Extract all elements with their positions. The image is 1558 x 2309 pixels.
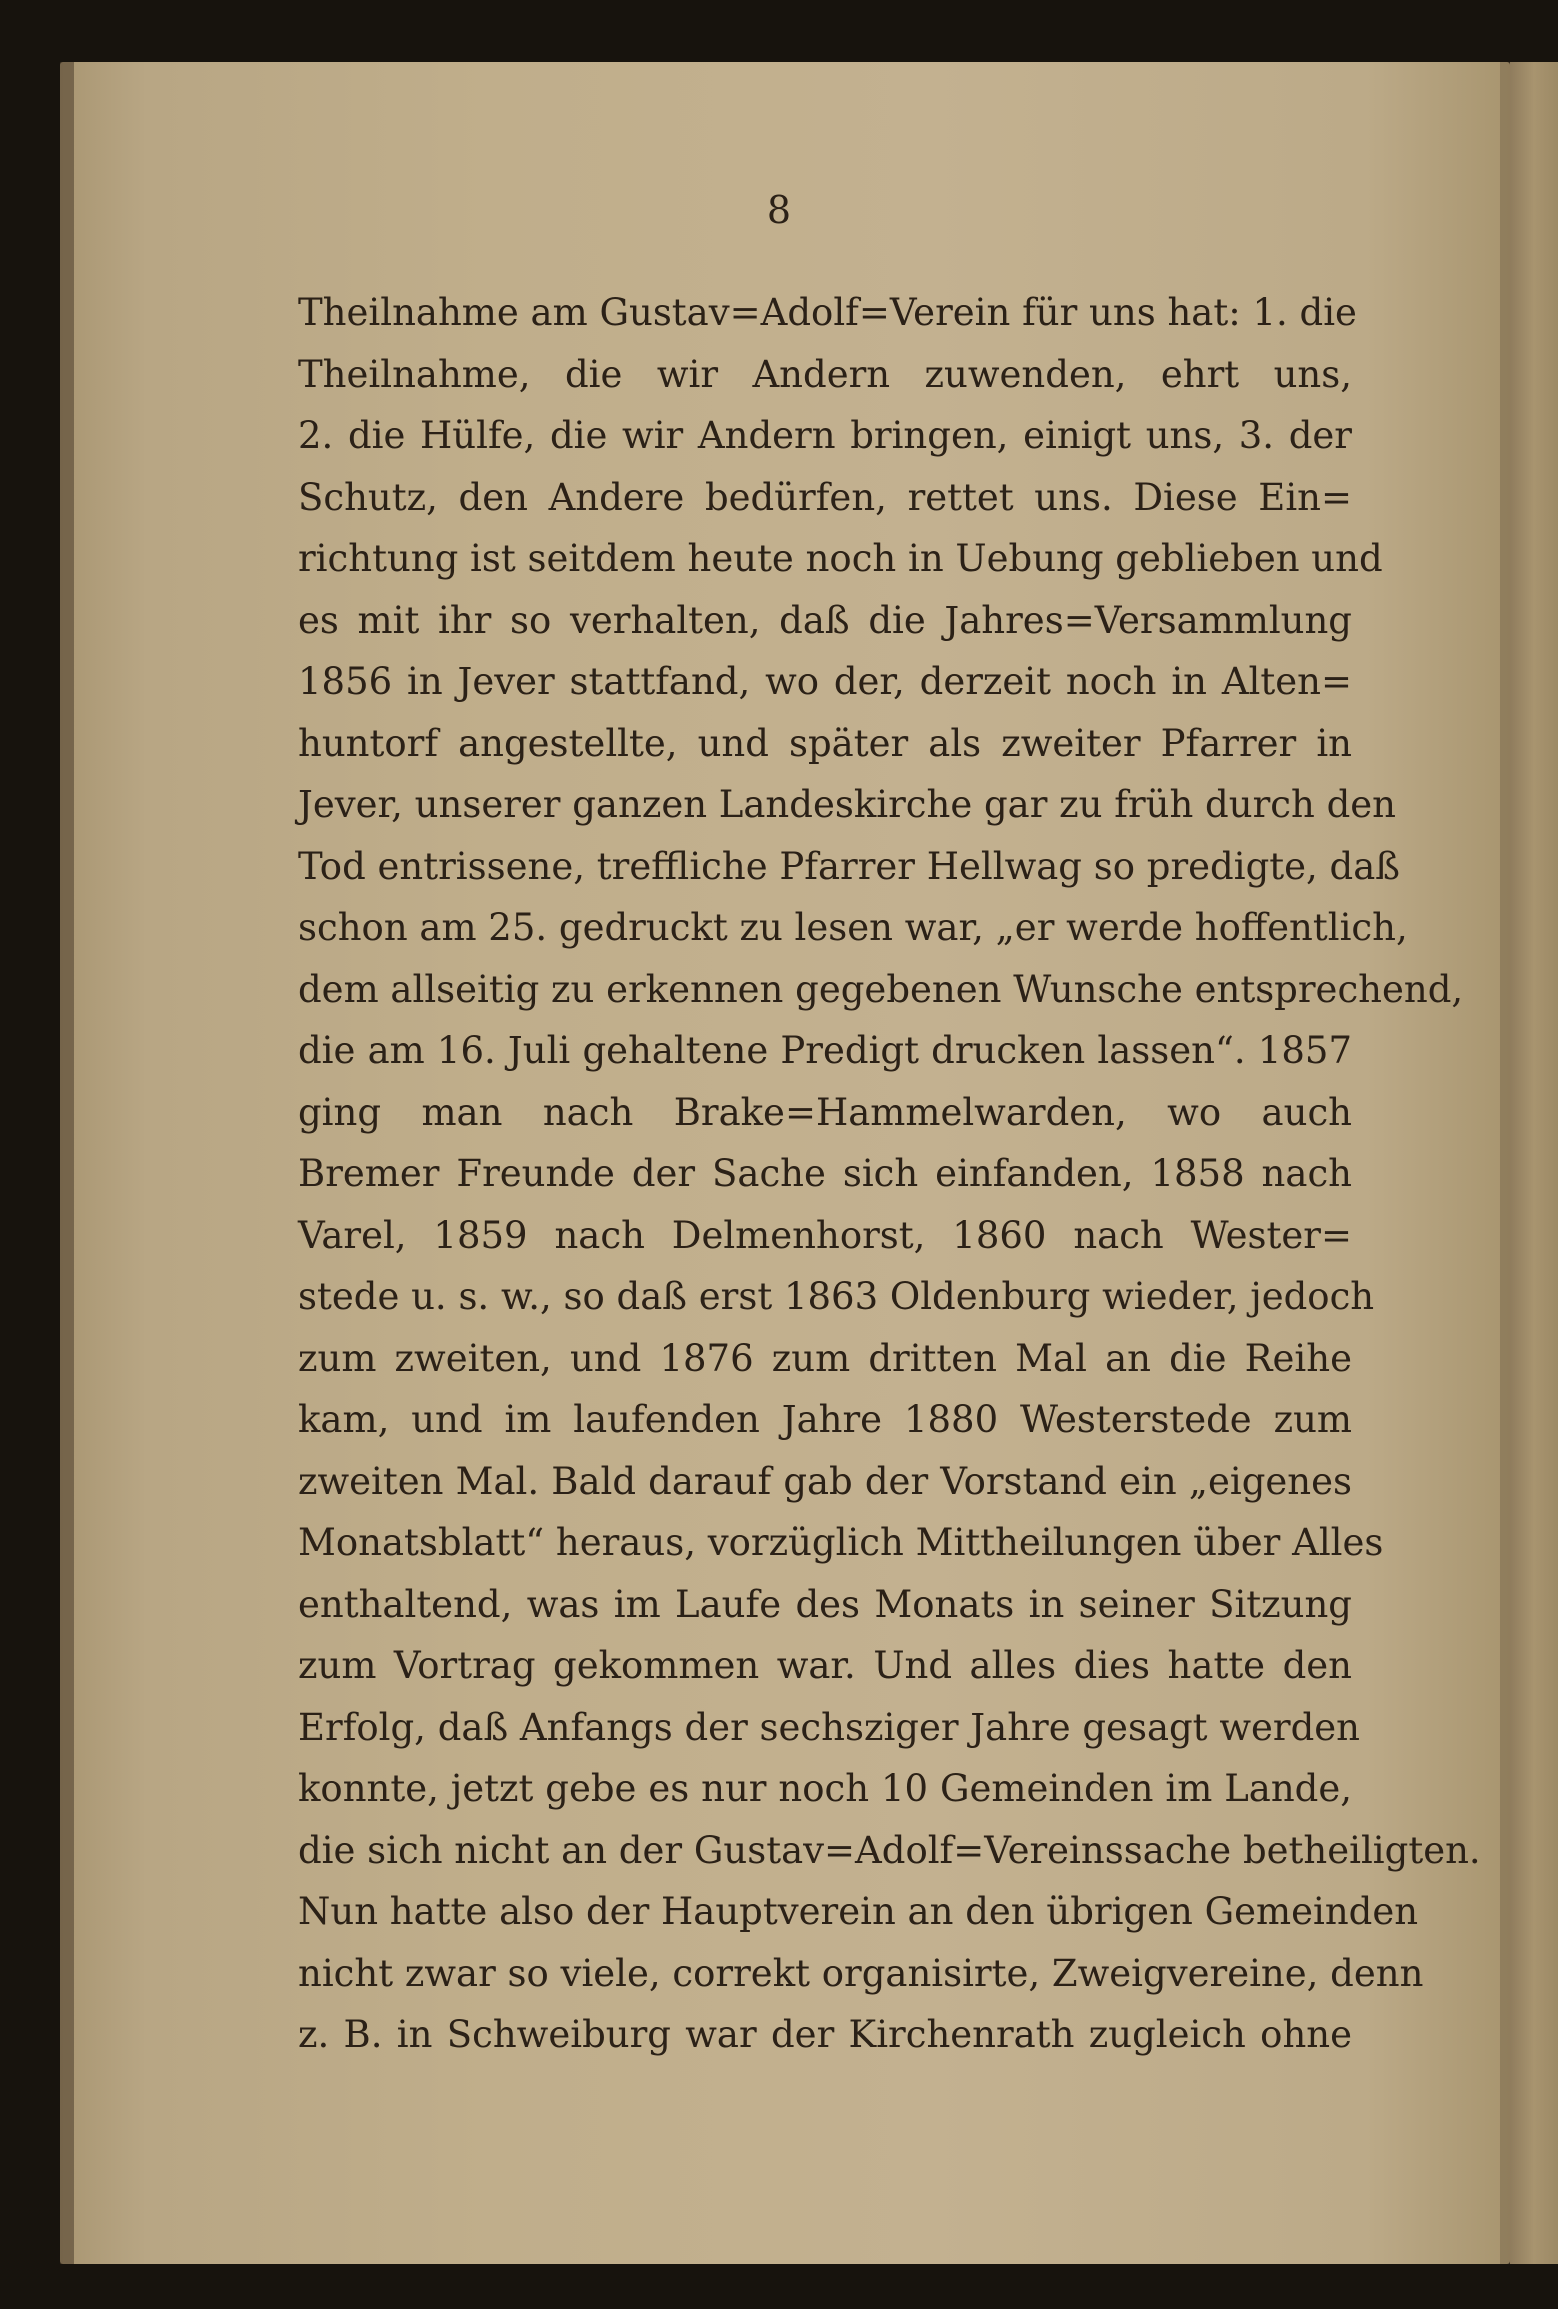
text-line: die am 16. Juli gehaltene Predigt drucken lassen“. 1857	[298, 1029, 1352, 1072]
text-line: dem allseitig zu erkennen gegebenen Wunsche entsprechend,	[298, 967, 1464, 1011]
text-line: konnte, jetzt gebe es nur noch 10 Gemeinden im Lande,	[298, 1767, 1352, 1810]
text-line: enthaltend, was im Laufe des Monats in seiner Sitzung	[298, 1582, 1352, 1626]
text-line: z. B. in Schweiburg war der Kirchenrath zugleich ohne	[298, 2013, 1352, 2056]
text-line: Jever, unserer ganzen Landeskirche gar zu früh durch den	[298, 783, 1396, 826]
page-edge-shadow	[1500, 62, 1510, 2264]
text-line: kam, und im laufenden Jahre 1880 Westerstede zum	[298, 1398, 1352, 1441]
text-line: Varel, 1859 nach Delmenhorst, 1860 nach Wester=	[298, 1213, 1352, 1257]
text-line: es mit ihr so verhalten, daß die Jahres=Versammlung	[298, 598, 1352, 642]
text-line: Bremer Freunde der Sache sich einfanden, 1858 nach	[298, 1152, 1352, 1195]
text-line: Nun hatte also der Hauptverein an den übrigen Gemeinden	[298, 1890, 1419, 1933]
text-line: richtung ist seitdem heute noch in Uebung geblieben und	[298, 537, 1383, 580]
text-line: Tod entrissene, treffliche Pfarrer Hellwag so predigte, daß	[298, 844, 1400, 888]
text-line: 2. die Hülfe, die wir Andern bringen, einigt uns, 3. der	[298, 414, 1352, 457]
text-line: schon am 25. gedruckt zu lesen war, „er werde hoffentlich,	[298, 906, 1408, 949]
facing-page-edge	[1510, 62, 1558, 2264]
page-number: 8	[766, 188, 792, 232]
text-line: Monatsblatt“ heraus, vorzüglich Mittheilungen über Alles	[298, 1521, 1384, 1564]
text-line: ging man nach Brake=Hammelwarden, wo auch	[298, 1090, 1352, 1134]
text-line: huntorf angestellte, und später als zweiter Pfarrer in	[298, 721, 1352, 765]
text-line: zum Vortrag gekommen war. Und alles dies hatte den	[298, 1644, 1352, 1687]
text-line: zum zweiten, und 1876 zum dritten Mal an die Reihe	[298, 1336, 1352, 1380]
text-line: Theilnahme am Gustav=Adolf=Verein für uns hat: 1. die	[298, 291, 1357, 334]
text-line: Erfolg, daß Anfangs der sechsziger Jahre gesagt werden	[298, 1705, 1360, 1749]
binding-shadow	[60, 62, 74, 2264]
body-text	[298, 282, 1481, 2066]
text-line: Theilnahme, die wir Andern zuwenden, ehrt uns,	[298, 352, 1352, 396]
text-line: Schutz, den Andere bedürfen, rettet uns. Diese Ein=	[298, 475, 1352, 519]
text-line: stede u. s. w., so daß erst 1863 Oldenburg wieder, jedoch	[298, 1275, 1375, 1318]
text-line: 1856 in Jever stattfand, wo der, derzeit noch in Alten=	[298, 660, 1352, 703]
text-line: zweiten Mal. Bald darauf gab der Vorstand ein „eigenes	[298, 1459, 1352, 1503]
text-line: die sich nicht an der Gustav=Adolf=Vereinssache betheiligten.	[298, 1828, 1481, 1872]
text-line: nicht zwar so viele, correkt organisirte, Zweigvereine, denn	[298, 1951, 1424, 1995]
